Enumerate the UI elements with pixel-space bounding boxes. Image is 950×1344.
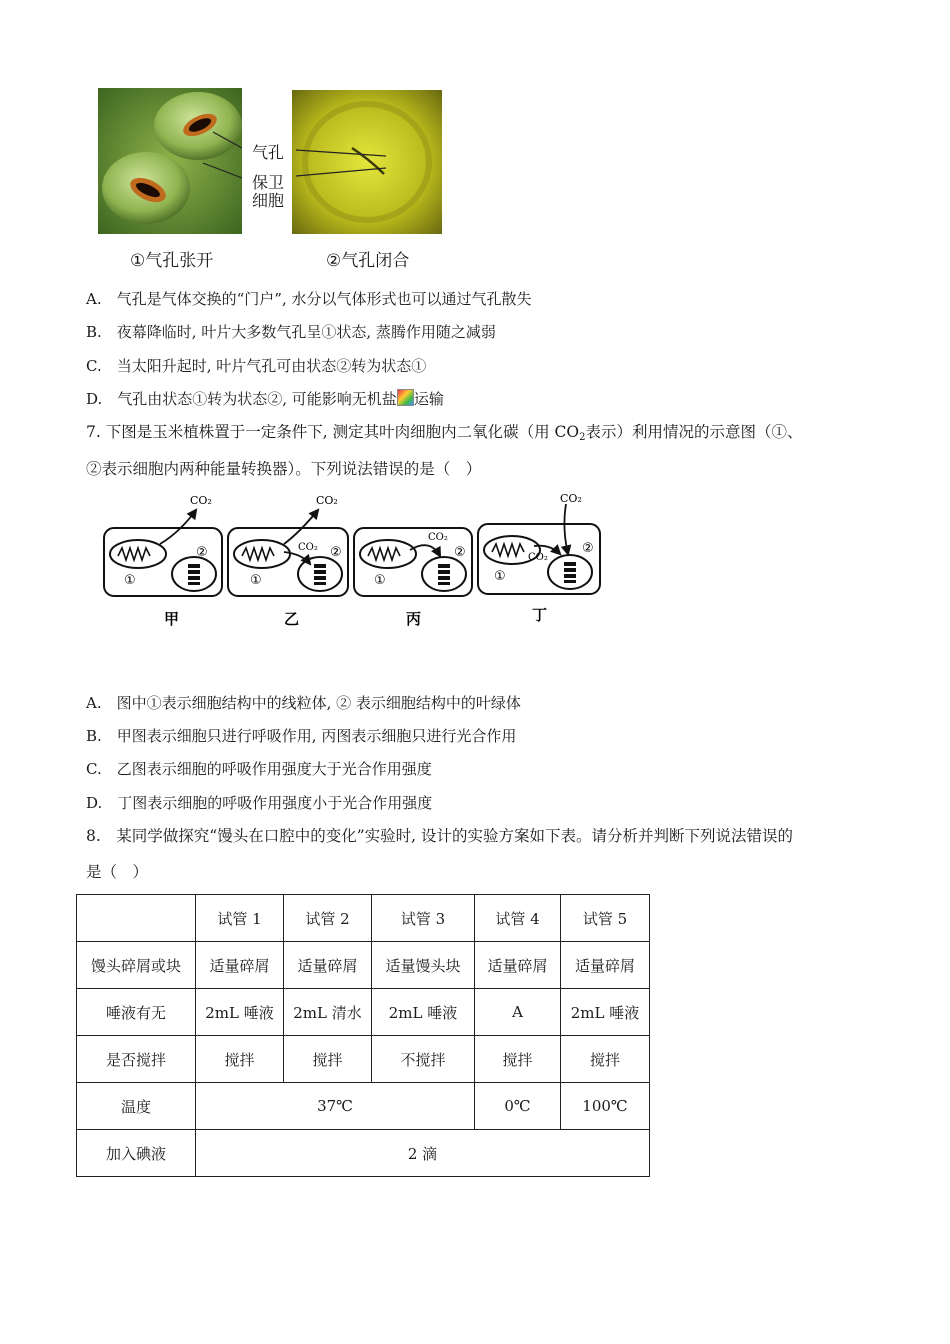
panel-bing-label1: ① (374, 573, 386, 588)
q7-option-d: D. 丁图表示细胞的呼吸作用强度小于光合作用强度 (86, 794, 433, 812)
panel-jia-label2: ② (196, 545, 208, 560)
table-cell: 37℃ (196, 1083, 475, 1130)
table-cell: 适量馒头块 (372, 942, 475, 989)
table-cell: 搅拌 (475, 1036, 561, 1083)
table-cell: 馒头碎屑或块 (77, 942, 196, 989)
table-cell: A (475, 989, 561, 1036)
q7-cell-diagram (100, 488, 620, 633)
table-cell: 2mL 唾液 (561, 989, 650, 1036)
table-cell: 搅拌 (284, 1036, 372, 1083)
table-cell: 适量碎屑 (284, 942, 372, 989)
table-header-tube5: 试管 5 (561, 895, 650, 942)
panel-bing-co2-in: CO₂ (428, 532, 448, 543)
caption-stomata-open: ①气孔张开 (130, 251, 214, 271)
experiment-table (76, 894, 650, 1177)
panel-yi-label2: ② (330, 545, 342, 560)
table-cell: 0℃ (475, 1083, 561, 1130)
q8-stem-line2: 是（ ） (86, 863, 149, 881)
label-guard-cell-2: 细胞 (252, 191, 285, 210)
stomata-open-image (98, 88, 242, 234)
q6-option-a: A. 气孔是气体交换的“门户”, 水分以气体形式也可以通过气孔散失 (86, 290, 532, 308)
panel-ding-name: 丁 (532, 606, 548, 624)
q7-option-c: C. 乙图表示细胞的呼吸作用强度大于光合作用强度 (86, 760, 432, 778)
q8-stem-line1: 8. 某同学做探究“馒头在口腔中的变化”实验时, 设计的实验方案如下表。请分析并判断下列说法错误的 (86, 827, 793, 845)
panel-jia-label1: ① (124, 573, 136, 588)
table-cell (77, 895, 196, 942)
panel-yi-name: 乙 (284, 610, 300, 628)
q6-option-d (86, 389, 444, 409)
label-stoma: 气孔 (252, 143, 285, 162)
panel-ding-co2-out: CO₂ (560, 492, 582, 505)
panel-ding-co2-in: CO₂ (528, 552, 548, 563)
table-row-iodine (77, 1130, 650, 1177)
table-cell: 是否搅拌 (77, 1036, 196, 1083)
panel-yi-co2-in: CO₂ (298, 542, 318, 553)
table-header-tube1: 试管 1 (196, 895, 284, 942)
table-cell: 2mL 唾液 (372, 989, 475, 1036)
table-cell: 2mL 唾液 (196, 989, 284, 1036)
q6-option-c: C. 当太阳升起时, 叶片气孔可由状态②转为状态① (86, 357, 427, 375)
broken-image-icon (397, 389, 414, 406)
table-cell: 不搅拌 (372, 1036, 475, 1083)
q7-stem-b: 表示）利用情况的示意图（①、 (585, 423, 803, 441)
table-header-tube4: 试管 4 (475, 895, 561, 942)
caption-stomata-closed: ②气孔闭合 (326, 251, 410, 271)
panel-bing-name: 丙 (406, 610, 422, 628)
table-row-stir (77, 1036, 650, 1083)
table-cell: 唾液有无 (77, 989, 196, 1036)
q7-stem-a: 7. 下图是玉米植株置于一定条件下, 测定其叶肉细胞内二氧化碳（用 CO (86, 423, 580, 441)
q6-option-d-tail: 运输 (413, 390, 444, 408)
table-cell: 适量碎屑 (475, 942, 561, 989)
table-row-saliva (77, 989, 650, 1036)
q6-option-d-text: D. 气孔由状态①转为状态②, 可能影响无机盐 (86, 390, 397, 408)
table-cell: 2 滴 (196, 1130, 650, 1177)
table-cell: 100℃ (561, 1083, 650, 1130)
table-header-tube3: 试管 3 (372, 895, 475, 942)
stomata-figure (96, 86, 446, 271)
q7-stem-line2: ②表示细胞内两种能量转换器）。下列说法错误的是（ ） (86, 460, 482, 478)
q7-option-b: B. 甲图表示细胞只进行呼吸作用, 丙图表示细胞只进行光合作用 (86, 727, 517, 745)
q7-stem-line1 (86, 422, 802, 448)
table-row-bread (77, 942, 650, 989)
panel-jia-name: 甲 (164, 610, 180, 628)
table-row-temp (77, 1083, 650, 1130)
table-cell: 搅拌 (196, 1036, 284, 1083)
panel-yi-label1: ① (250, 573, 262, 588)
table-cell: 适量碎屑 (196, 942, 284, 989)
table-cell: 2mL 清水 (284, 989, 372, 1036)
label-guard-cell-1: 保卫 (252, 173, 285, 192)
panel-bing (354, 528, 472, 596)
table-header-tube2: 试管 2 (284, 895, 372, 942)
q7-option-a: A. 图中①表示细胞结构中的线粒体, ② 表示细胞结构中的叶绿体 (86, 694, 521, 712)
panel-jia-co2-out: CO₂ (190, 494, 212, 507)
table-cell: 搅拌 (561, 1036, 650, 1083)
q7-stem-sub: 2 (579, 432, 586, 443)
table-header-row (77, 895, 650, 942)
panel-ding-label1: ① (494, 569, 506, 584)
panel-yi-co2-out: CO₂ (316, 494, 338, 507)
table-cell: 加入碘液 (77, 1130, 196, 1177)
q6-option-b: B. 夜幕降临时, 叶片大多数气孔呈①状态, 蒸腾作用随之减弱 (86, 323, 496, 341)
table-cell: 温度 (77, 1083, 196, 1130)
table-cell: 适量碎屑 (561, 942, 650, 989)
panel-ding-label2: ② (582, 541, 594, 556)
panel-bing-label2: ② (454, 545, 466, 560)
